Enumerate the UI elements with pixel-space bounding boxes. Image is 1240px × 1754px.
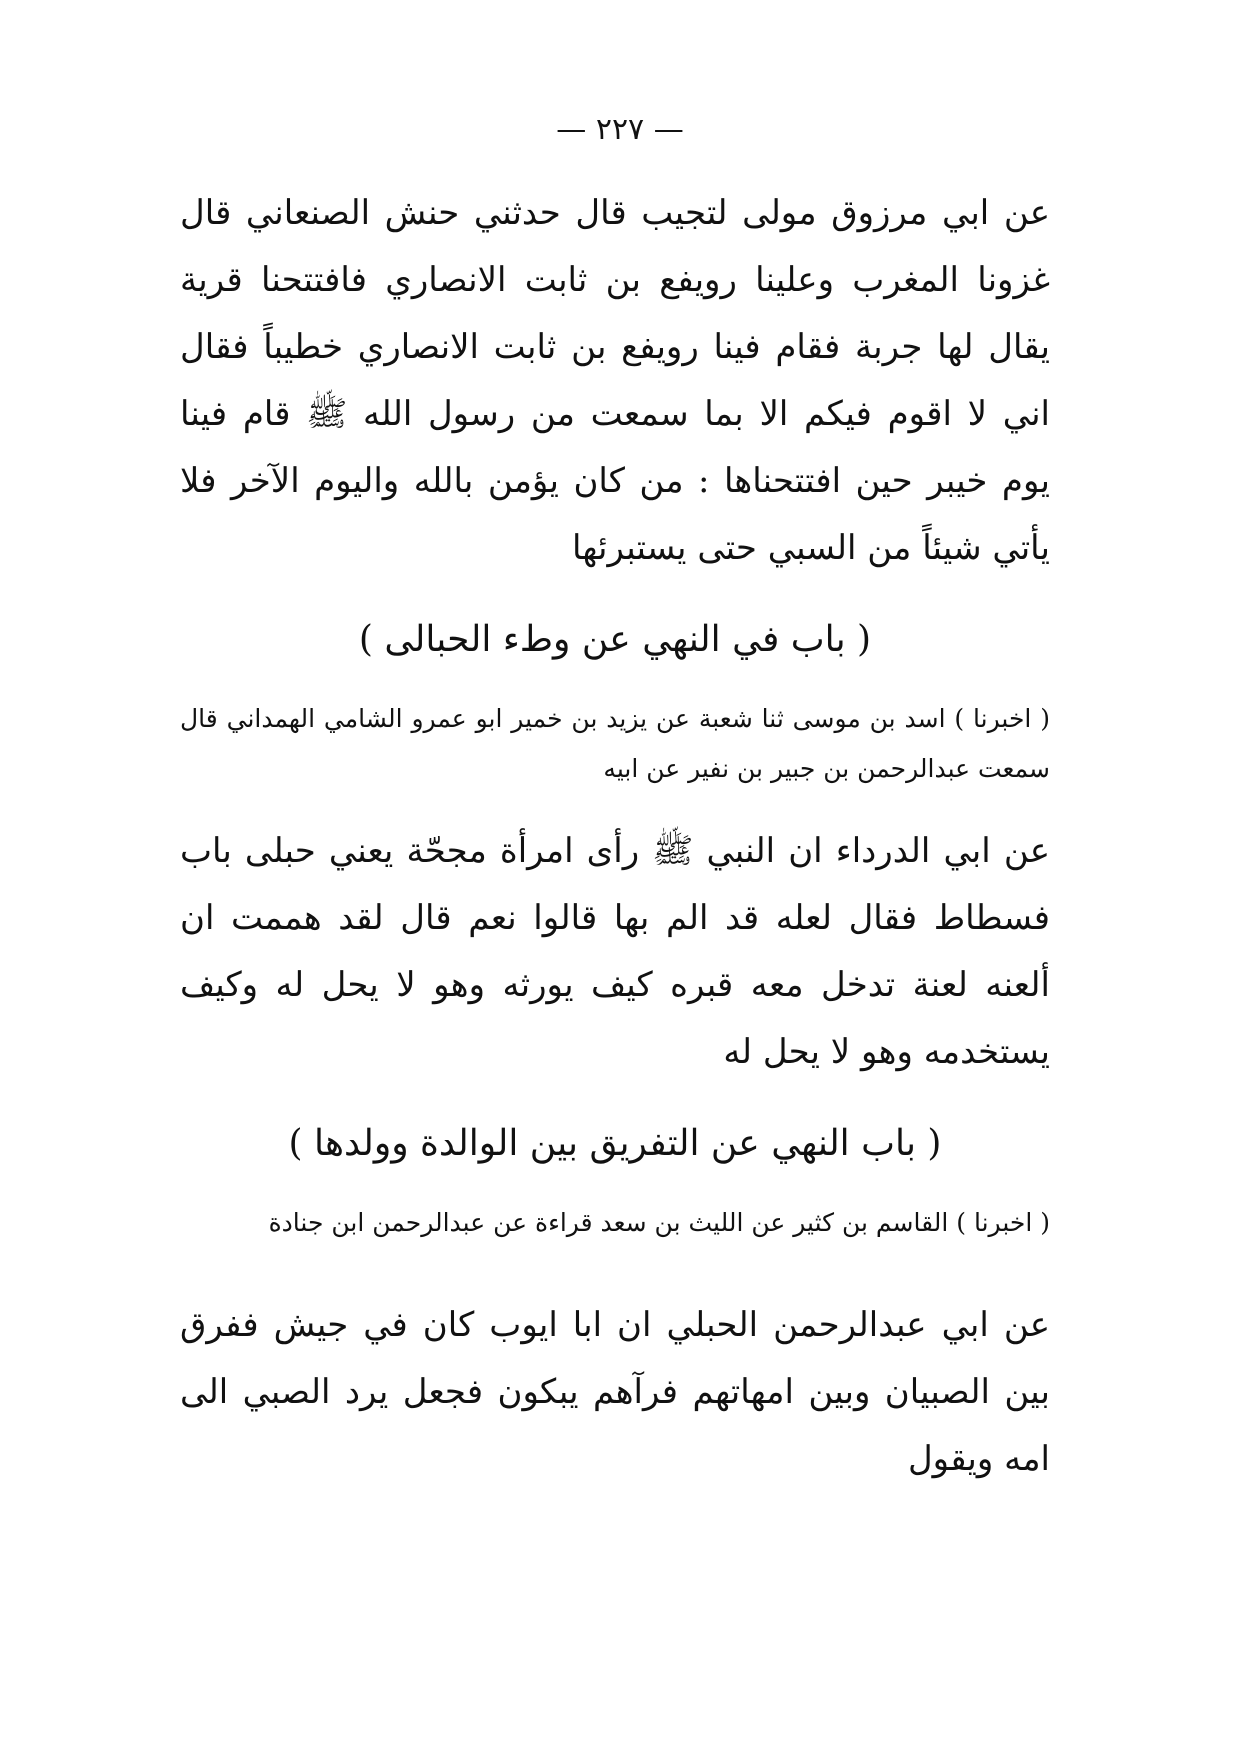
chapter-heading: ( باب النهي عن التفريق بين الوالدة وولدها ) — [288, 1123, 942, 1164]
chain-of-narration: ( اخبرنا ) اسد بن موسى ثنا شعبة عن يزيد بن خمير ابو عمرو الشامي الهمداني قال سمعت عبدالرحمن بن جبير بن نفير عن ابيه — [180, 704, 1050, 783]
hadith-text: عن ابي الدرداء ان النبي ﷺ رأى امرأة مجحّة يعني حبلى باب فسطاط فقال لعله قد الم بها قالوا نعم قال لقد هممت ان ألعنه لعنة تدخل معه قبره كيف يورثه وهو لا يحل له وكيف يستخدمه وهو لا يحل له — [180, 831, 1050, 1072]
chain-of-narration: ( اخبرنا ) القاسم بن كثير عن الليث بن سعد قراءة عن عبدالرحمن ابن جنادة — [268, 1208, 1050, 1237]
hadith-text: عن ابي عبدالرحمن الحبلي ان ابا ايوب كان في جيش ففرق بين الصبيان وبين امهاتهم فرآهم يبكون فجعل يرد الصبي الى امه ويقول — [180, 1305, 1050, 1479]
hadith-text: عن ابي مرزوق مولى لتجيب قال حدثني حنش الصنعاني قال غزونا المغرب وعلينا رويفع بن ثابت الانصاري فافتتحنا قرية يقال لها جربة فقام فينا رويفع بن ثابت الانصاري خطيباً فقال اني لا اقوم فيكم الا بما سمعت من رسول الله ﷺ قام فينا يوم خيبر حين افتتحناها : من كان يؤمن بالله واليوم الآخر فلا يأتي شيئاً من السبي حتى يستبرئها — [180, 193, 1050, 568]
chapter-heading: ( باب في النهي عن وطء الحبالى ) — [358, 619, 872, 660]
page-body — [180, 180, 1050, 1493]
page-number: — ٢٢٧ — — [556, 112, 684, 147]
